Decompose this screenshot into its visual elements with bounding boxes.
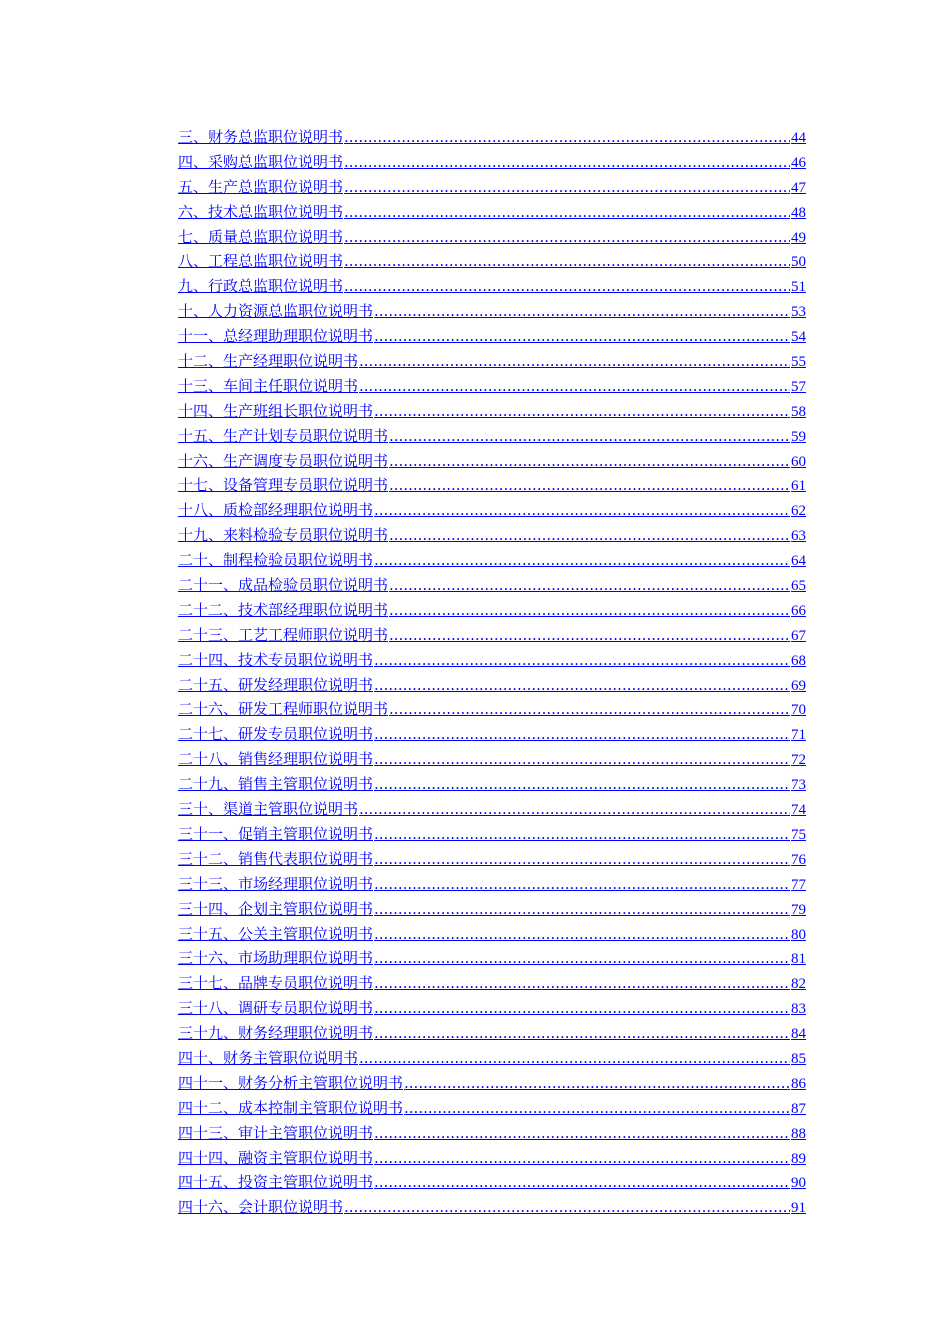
toc-page-number: 67 xyxy=(791,627,806,644)
toc-dot-leader xyxy=(404,1096,790,1121)
toc-dot-leader xyxy=(374,772,790,797)
toc-page-number: 71 xyxy=(791,727,806,744)
toc-entry-link[interactable] xyxy=(178,150,806,175)
toc-dot-leader xyxy=(374,946,790,971)
toc-page-number: 60 xyxy=(791,453,806,470)
toc-dot-leader xyxy=(359,1046,790,1071)
toc-dot-leader xyxy=(344,249,790,274)
toc-entry-title: 三十六、市场助理职位说明书 xyxy=(178,949,374,968)
toc-entry-link[interactable] xyxy=(178,449,806,474)
toc-page-number: 77 xyxy=(791,876,806,893)
toc-dot-leader xyxy=(389,573,790,598)
toc-entry-link[interactable] xyxy=(178,1121,806,1146)
toc-dot-leader xyxy=(344,150,790,175)
toc-page-number: 53 xyxy=(791,304,806,321)
toc-entry-link[interactable] xyxy=(178,523,806,548)
toc-dot-leader xyxy=(404,1071,790,1096)
toc-page-number: 65 xyxy=(791,578,806,595)
toc-page-number: 50 xyxy=(791,254,806,271)
toc-page-number: 55 xyxy=(791,354,806,371)
toc-page-number: 83 xyxy=(791,1001,806,1018)
toc-dot-leader xyxy=(344,200,790,225)
toc-entry-link[interactable] xyxy=(178,897,806,922)
toc-dot-leader xyxy=(374,971,790,996)
toc-page-number: 61 xyxy=(791,478,806,495)
toc-page-number: 64 xyxy=(791,553,806,570)
toc-entry-link[interactable] xyxy=(178,274,806,299)
toc-entry-link[interactable] xyxy=(178,498,806,523)
toc-dot-leader xyxy=(374,922,790,947)
toc-entry-link[interactable] xyxy=(178,797,806,822)
toc-page-number: 62 xyxy=(791,503,806,520)
toc-page-number: 73 xyxy=(791,777,806,794)
toc-entry-link[interactable] xyxy=(178,1046,806,1071)
toc-page-number: 69 xyxy=(791,677,806,694)
toc-dot-leader xyxy=(389,697,790,722)
toc-entry-title: 二十九、销售主管职位说明书 xyxy=(178,775,374,794)
toc-dot-leader xyxy=(374,722,790,747)
table-of-contents xyxy=(178,125,806,1220)
toc-page-number: 63 xyxy=(791,528,806,545)
toc-entry-link[interactable] xyxy=(178,623,806,648)
toc-dot-leader xyxy=(374,1021,790,1046)
toc-page-number: 82 xyxy=(791,976,806,993)
toc-entry-title: 七、质量总监职位说明书 xyxy=(178,227,344,246)
toc-page-number: 85 xyxy=(791,1050,806,1067)
toc-entry-link[interactable] xyxy=(178,1195,806,1220)
toc-page-number: 80 xyxy=(791,926,806,943)
toc-dot-leader xyxy=(344,175,790,200)
toc-entry-title: 二十七、研发专员职位说明书 xyxy=(178,725,374,744)
toc-entry-link[interactable] xyxy=(178,175,806,200)
toc-entry-title: 三十七、品牌专员职位说明书 xyxy=(178,974,374,993)
toc-entry-title: 三十八、调研专员职位说明书 xyxy=(178,999,374,1018)
toc-entry-title: 四十五、投资主管职位说明书 xyxy=(178,1173,374,1192)
toc-entry-title: 十一、总经理助理职位说明书 xyxy=(178,327,374,346)
toc-dot-leader xyxy=(344,225,790,250)
toc-dot-leader xyxy=(344,274,790,299)
toc-entry-title: 九、行政总监职位说明书 xyxy=(178,277,344,296)
toc-page-number: 89 xyxy=(791,1150,806,1167)
toc-entry-title: 四十三、审计主管职位说明书 xyxy=(178,1123,374,1142)
toc-entry-link[interactable] xyxy=(178,946,806,971)
toc-entry-link[interactable] xyxy=(178,573,806,598)
toc-entry-title: 十五、生产计划专员职位说明书 xyxy=(178,426,389,445)
toc-page-number: 44 xyxy=(791,130,806,146)
toc-entry-link[interactable] xyxy=(178,697,806,722)
toc-dot-leader xyxy=(374,747,790,772)
toc-entry-link[interactable] xyxy=(178,424,806,449)
toc-dot-leader xyxy=(374,1170,790,1195)
toc-page-number: 76 xyxy=(791,851,806,868)
toc-dot-leader xyxy=(389,523,790,548)
toc-entry-title: 十四、生产班组长职位说明书 xyxy=(178,401,374,420)
toc-entry-title: 二十三、工艺工程师职位说明书 xyxy=(178,625,389,644)
toc-page-number: 90 xyxy=(791,1175,806,1192)
toc-entry-title: 二十四、技术专员职位说明书 xyxy=(178,650,374,669)
toc-entry-link[interactable] xyxy=(178,1146,806,1171)
toc-dot-leader xyxy=(374,648,790,673)
toc-entry-link[interactable] xyxy=(178,971,806,996)
toc-entry-title: 三十九、财务经理职位说明书 xyxy=(178,1024,374,1043)
toc-dot-leader xyxy=(374,498,790,523)
toc-entry-title: 二十一、成品检验员职位说明书 xyxy=(178,576,389,595)
toc-dot-leader xyxy=(374,822,790,847)
toc-entry-link[interactable] xyxy=(178,772,806,797)
toc-entry-title: 十九、来料检验专员职位说明书 xyxy=(178,526,389,545)
toc-entry-link[interactable] xyxy=(178,847,806,872)
toc-entry-title: 二十六、研发工程师职位说明书 xyxy=(178,700,389,719)
toc-page-number: 47 xyxy=(791,179,806,196)
toc-entry-link[interactable] xyxy=(178,648,806,673)
toc-entry-title: 四、采购总监职位说明书 xyxy=(178,152,344,171)
toc-page-number: 49 xyxy=(791,229,806,246)
toc-entry-title: 二十八、销售经理职位说明书 xyxy=(178,750,374,769)
toc-page-number: 68 xyxy=(791,652,806,669)
toc-dot-leader xyxy=(374,399,790,424)
toc-dot-leader xyxy=(374,324,790,349)
toc-entry-link[interactable] xyxy=(178,1021,806,1046)
toc-entry-link[interactable] xyxy=(178,1096,806,1121)
toc-page-number: 70 xyxy=(791,702,806,719)
toc-entry-link[interactable] xyxy=(178,598,806,623)
toc-entry-title: 十三、车间主任职位说明书 xyxy=(178,376,359,395)
toc-entry-link[interactable] xyxy=(178,200,806,225)
toc-entry-title: 三十一、促销主管职位说明书 xyxy=(178,824,374,843)
toc-page-number: 88 xyxy=(791,1125,806,1142)
toc-page-number: 86 xyxy=(791,1075,806,1092)
toc-entry-title: 三十五、公关主管职位说明书 xyxy=(178,924,374,943)
toc-dot-leader xyxy=(374,1146,790,1171)
toc-entry-link[interactable] xyxy=(178,349,806,374)
toc-entry-link[interactable] xyxy=(178,922,806,947)
toc-dot-leader xyxy=(374,673,790,698)
toc-entry-title: 四十二、成本控制主管职位说明书 xyxy=(178,1098,404,1117)
toc-entry-title: 三、财务总监职位说明书 xyxy=(178,128,344,146)
toc-entry-title: 三十三、市场经理职位说明书 xyxy=(178,874,374,893)
toc-entry-title: 四十一、财务分析主管职位说明书 xyxy=(178,1073,404,1092)
toc-entry-title: 二十五、研发经理职位说明书 xyxy=(178,675,374,694)
toc-entry-link[interactable] xyxy=(178,996,806,1021)
toc-entry-title: 四十六、会计职位说明书 xyxy=(178,1198,344,1217)
toc-dot-leader xyxy=(359,349,790,374)
toc-entry-link[interactable] xyxy=(178,299,806,324)
toc-dot-leader xyxy=(374,548,790,573)
toc-page-number: 79 xyxy=(791,901,806,918)
toc-entry-title: 十六、生产调度专员职位说明书 xyxy=(178,451,389,470)
toc-page-number: 72 xyxy=(791,752,806,769)
toc-page-number: 84 xyxy=(791,1026,806,1043)
toc-entry-link[interactable] xyxy=(178,1071,806,1096)
toc-page-number: 57 xyxy=(791,378,806,395)
toc-page-number: 87 xyxy=(791,1100,806,1117)
toc-page-number: 54 xyxy=(791,329,806,346)
toc-dot-leader xyxy=(389,623,790,648)
toc-entry-title: 三十四、企划主管职位说明书 xyxy=(178,899,374,918)
toc-entry-link[interactable] xyxy=(178,473,806,498)
toc-entry-link[interactable] xyxy=(178,225,806,250)
toc-page-number: 51 xyxy=(791,279,806,296)
toc-entry-title: 十七、设备管理专员职位说明书 xyxy=(178,476,389,495)
toc-entry-link[interactable] xyxy=(178,249,806,274)
toc-entry-title: 二十二、技术部经理职位说明书 xyxy=(178,600,389,619)
toc-entry-link[interactable] xyxy=(178,324,806,349)
toc-page-number: 91 xyxy=(791,1200,806,1217)
toc-entry-title: 十二、生产经理职位说明书 xyxy=(178,352,359,371)
toc-entry-title: 四十、财务主管职位说明书 xyxy=(178,1048,359,1067)
toc-dot-leader xyxy=(374,847,790,872)
toc-page-number: 75 xyxy=(791,826,806,843)
toc-entry-title: 六、技术总监职位说明书 xyxy=(178,202,344,221)
toc-page-number: 81 xyxy=(791,951,806,968)
toc-entry-link[interactable] xyxy=(178,399,806,424)
toc-entry-title: 四十四、融资主管职位说明书 xyxy=(178,1148,374,1167)
toc-page-number: 58 xyxy=(791,403,806,420)
toc-dot-leader xyxy=(389,449,790,474)
toc-entry-title: 三十二、销售代表职位说明书 xyxy=(178,849,374,868)
toc-dot-leader xyxy=(389,424,790,449)
toc-entry-link[interactable] xyxy=(178,822,806,847)
toc-entry-title: 五、生产总监职位说明书 xyxy=(178,177,344,196)
toc-entry-title: 十八、质检部经理职位说明书 xyxy=(178,501,374,520)
toc-page-number: 46 xyxy=(791,154,806,171)
toc-dot-leader xyxy=(359,374,790,399)
toc-entry-title: 三十、渠道主管职位说明书 xyxy=(178,800,359,819)
toc-entry-link[interactable] xyxy=(178,722,806,747)
toc-page-number: 66 xyxy=(791,602,806,619)
toc-entry-link[interactable] xyxy=(178,673,806,698)
toc-entry-link[interactable] xyxy=(178,125,806,150)
toc-entry-title: 二十、制程检验员职位说明书 xyxy=(178,551,374,570)
toc-entry-title: 十、人力资源总监职位说明书 xyxy=(178,302,374,321)
toc-page-number: 48 xyxy=(791,204,806,221)
toc-entry-link[interactable] xyxy=(178,872,806,897)
toc-page-number: 74 xyxy=(791,802,806,819)
toc-dot-leader xyxy=(374,996,790,1021)
toc-entry-link[interactable] xyxy=(178,548,806,573)
toc-dot-leader xyxy=(389,598,790,623)
toc-dot-leader xyxy=(374,299,790,324)
toc-dot-leader xyxy=(374,1121,790,1146)
toc-dot-leader xyxy=(359,797,790,822)
toc-dot-leader xyxy=(344,1195,790,1220)
toc-entry-title: 八、工程总监职位说明书 xyxy=(178,252,344,271)
toc-dot-leader xyxy=(389,473,790,498)
toc-entry-link[interactable] xyxy=(178,374,806,399)
toc-dot-leader xyxy=(374,897,790,922)
toc-entry-link[interactable] xyxy=(178,747,806,772)
toc-dot-leader xyxy=(374,872,790,897)
toc-dot-leader xyxy=(344,125,790,150)
toc-page-number: 59 xyxy=(791,428,806,445)
toc-entry-link[interactable] xyxy=(178,1170,806,1195)
